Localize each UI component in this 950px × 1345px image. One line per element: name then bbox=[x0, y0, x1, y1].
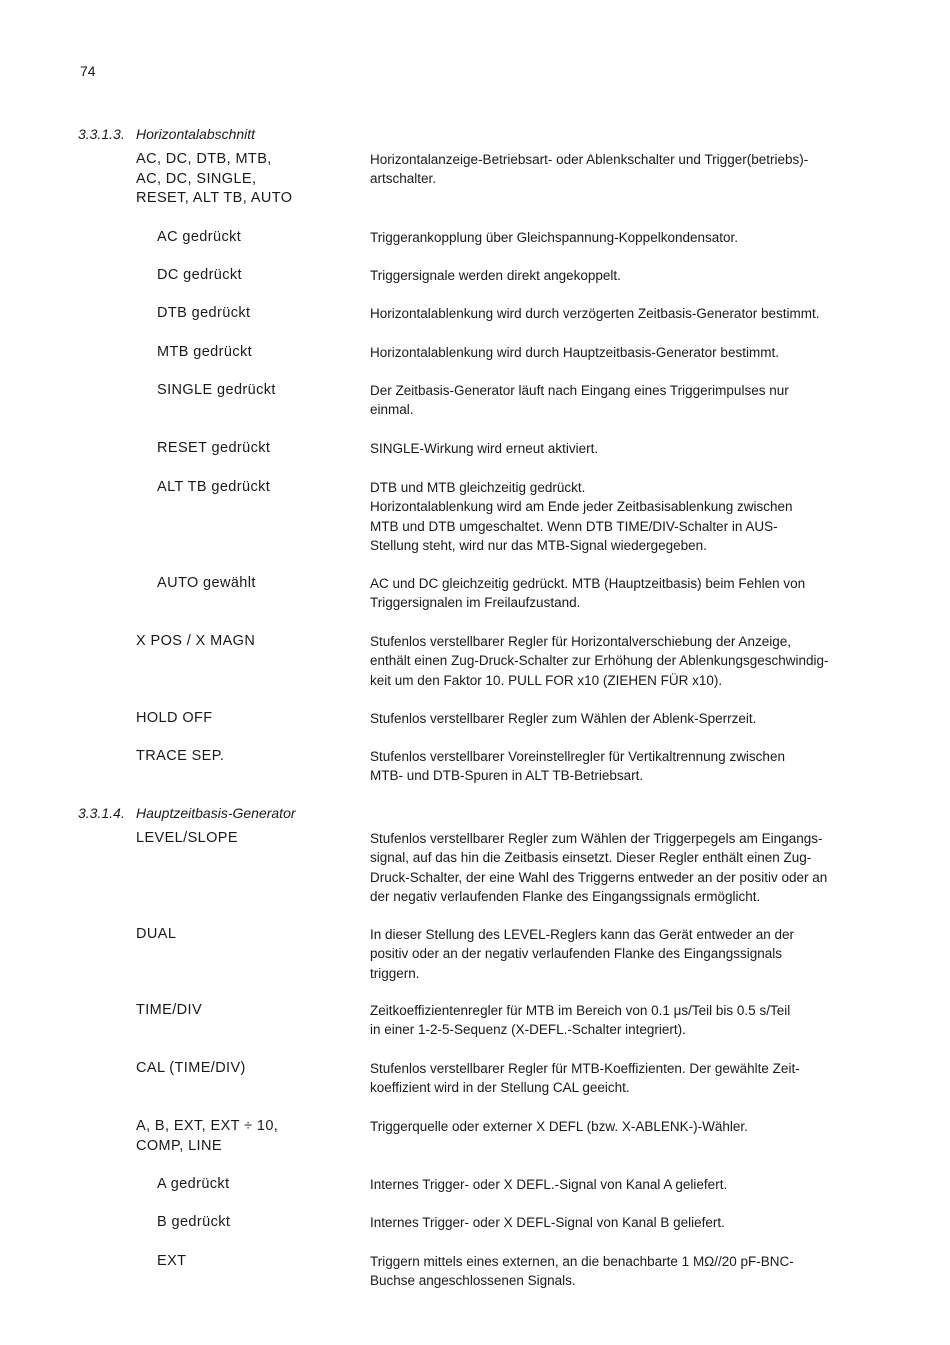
entry-term: AC gedrückt bbox=[157, 229, 242, 245]
section-number: 3.3.1.3. bbox=[78, 126, 125, 142]
entry-description: In dieser Stellung des LEVEL-Reglers kann das Gerät entweder an der positiv oder an der negativ verlaufenden Flanke des Eingangssignals triggern. bbox=[370, 927, 794, 981]
entry-description: Internes Trigger- oder X DEFL.-Signal von Kanal A geliefert. bbox=[370, 1177, 728, 1192]
entry-term: MTB gedrückt bbox=[157, 344, 253, 360]
entry-term: ALT TB gedrückt bbox=[157, 479, 271, 495]
entry-description: AC und DC gleichzeitig gedrückt. MTB (Hauptzeitbasis) beim Fehlen von Triggersignalen im Freilaufzustand. bbox=[370, 576, 806, 611]
entry-term: TIME/DIV bbox=[136, 1002, 203, 1018]
section-number: 3.3.1.4. bbox=[78, 805, 125, 821]
entry-term: B gedrückt bbox=[157, 1214, 231, 1230]
entry-term: X POS / X MAGN bbox=[136, 633, 256, 649]
section-title: Horizontalabschnitt bbox=[136, 126, 256, 142]
entry-description: Horizontalanzeige-Betriebsart- oder Ablenkschalter und Trigger(betriebs)- artschalter. bbox=[370, 152, 809, 187]
entry-description: Stufenlos verstellbarer Regler für MTB-Koeffizienten. Der gewählte Zeit- koeffizient wird in der Stellung CAL geeicht. bbox=[370, 1061, 800, 1096]
entry-description: Stufenlos verstellbarer Regler zum Wählen der Triggerpegels am Eingangs- signal, auf das hin die Zeitbasis einsetzt. Dieser Regler enthält einen Zug- Druck-Schalter, der eine Wahl des Triggerns entweder an der positiv oder an der negativ verlaufenden Flanke des Eingangssignals ermöglicht. bbox=[370, 831, 828, 904]
entry-description: Stufenlos verstellbarer Regler zum Wählen der Ablenk-Sperrzeit. bbox=[370, 711, 757, 726]
section-title: Hauptzeitbasis-Generator bbox=[136, 805, 296, 821]
entry-term: HOLD OFF bbox=[136, 710, 213, 726]
entry-term: CAL (TIME/DIV) bbox=[136, 1060, 246, 1076]
entry-term: RESET gedrückt bbox=[157, 440, 271, 456]
entry-description: Stufenlos verstellbarer Regler für Horizontalverschiebung der Anzeige, enthält einen Zug-Druck-Schalter zur Erhöhung der Ablenkungsgeschwindig- keit um den Faktor 10. PULL FOR x10 (ZIEHEN FÜR x10). bbox=[370, 634, 829, 688]
entry-description: Stufenlos verstellbarer Voreinstellregler für Vertikaltrennung zwischen MTB- und DTB-Spuren in ALT TB-Betriebsart. bbox=[370, 749, 785, 784]
entry-term: DTB gedrückt bbox=[157, 305, 251, 321]
entry-term: DC gedrückt bbox=[157, 267, 242, 283]
entry-term: EXT bbox=[157, 1253, 187, 1269]
entry-description: Triggern mittels eines externen, an die benachbarte 1 MΩ//20 pF-BNC- Buchse angeschlossenen Signals. bbox=[370, 1254, 794, 1289]
entry-term: LEVEL/SLOPE bbox=[136, 830, 238, 846]
entry-description: Der Zeitbasis-Generator läuft nach Eingang eines Triggerimpulses nur einmal. bbox=[370, 383, 789, 418]
entry-description: Triggerankopplung über Gleichspannung-Koppelkondensator. bbox=[370, 230, 739, 245]
entry-term: A, B, EXT, EXT ÷ 10, COMP, LINE bbox=[136, 1118, 279, 1154]
entry-description: Triggersignale werden direkt angekoppelt. bbox=[370, 268, 621, 283]
section-heading-horizontal bbox=[78, 126, 255, 142]
entry-description: Horizontalablenkung wird durch verzögerten Zeitbasis-Generator bestimmt. bbox=[370, 306, 820, 321]
entry-description: Internes Trigger- oder X DEFL-Signal von Kanal B geliefert. bbox=[370, 1215, 725, 1230]
entry-description: Zeitkoeffizientenregler für MTB im Bereich von 0.1 μs/Teil bis 0.5 s/Teil in einer 1-2-5-Sequenz (X-DEFL.-Schalter integriert). bbox=[370, 1003, 791, 1038]
section-heading-main-timebase bbox=[78, 805, 296, 821]
entry-description: SINGLE-Wirkung wird erneut aktiviert. bbox=[370, 441, 599, 456]
entry-term: AUTO gewählt bbox=[157, 575, 256, 591]
entry-description: Horizontalablenkung wird durch Hauptzeitbasis-Generator bestimmt. bbox=[370, 345, 779, 360]
entry-term: A gedrückt bbox=[157, 1176, 230, 1192]
entry-term: SINGLE gedrückt bbox=[157, 382, 276, 398]
entry-term: AC, DC, DTB, MTB, AC, DC, SINGLE, RESET, ALT TB, AUTO bbox=[136, 151, 293, 206]
page-number: 74 bbox=[80, 63, 96, 79]
entry-term: TRACE SEP. bbox=[136, 748, 225, 764]
entry-term: DUAL bbox=[136, 926, 177, 942]
entry-description: DTB und MTB gleichzeitig gedrückt. Horizontalablenkung wird am Ende jeder Zeitbasisablenkung zwischen MTB und DTB umgeschaltet. Wenn DTB TIME/DIV-Schalter in AUS- Stellung steht, wird nur das MTB-Signal wiedergegeben. bbox=[370, 480, 793, 553]
entry-description: Triggerquelle oder externer X DEFL (bzw. X-ABLENK-)-Wähler. bbox=[370, 1119, 748, 1134]
